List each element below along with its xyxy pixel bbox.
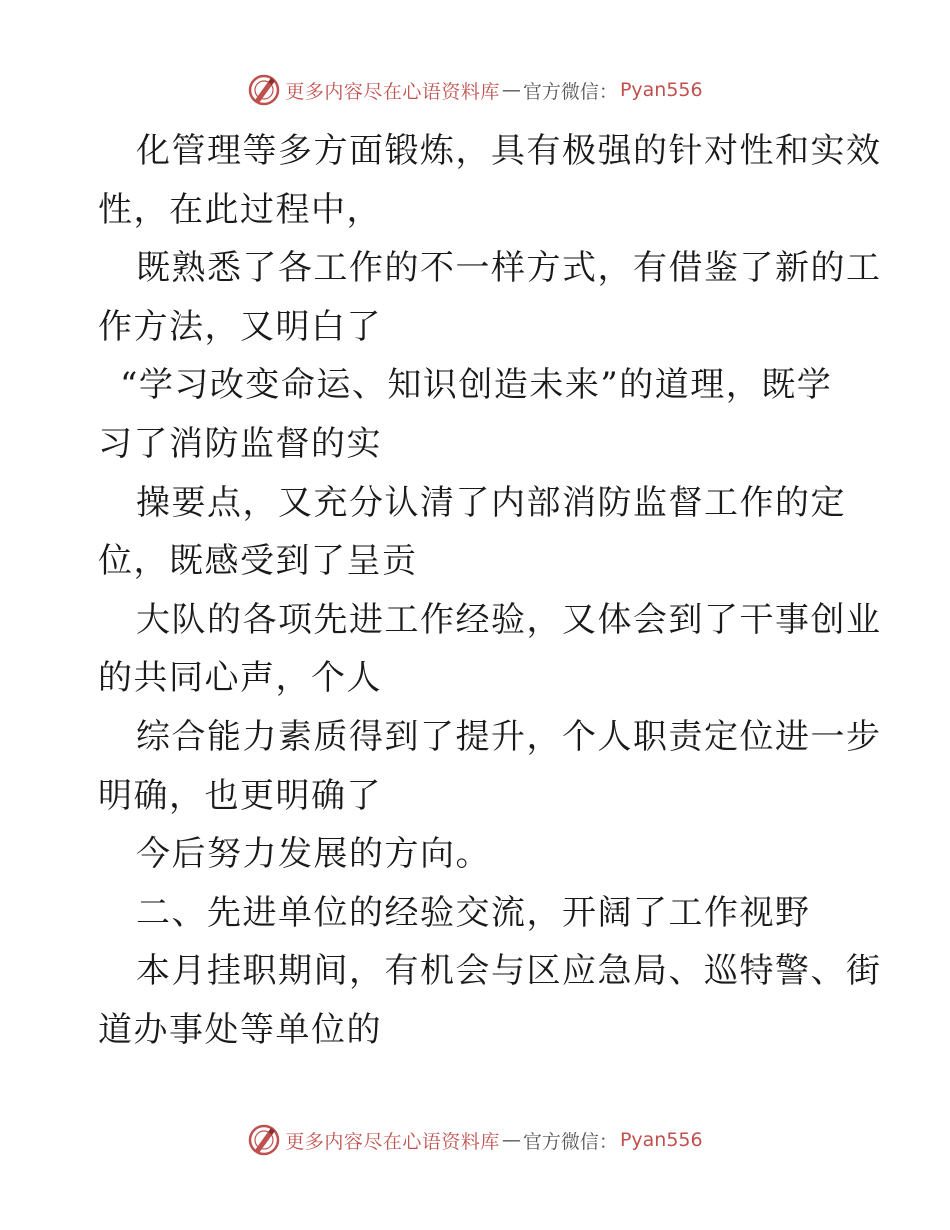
watermark-text: 更多内容尽在心语资料库	[285, 1130, 500, 1153]
text-line: 今后努力发展的方向。	[136, 834, 491, 875]
text-line: 大队的各项先进工作经验，又体会到了干事创业	[136, 599, 882, 640]
watermark-separator: —	[501, 1129, 521, 1151]
text-line: 既熟悉了各工作的不一样方式，有借鉴了新的工	[136, 248, 882, 289]
text-line: 操要点，又充分认清了内部消防监督工作的定	[136, 482, 846, 523]
text-line: 化管理等多方面锻炼，具有极强的针对性和实效	[136, 131, 882, 171]
watermark-separator: —	[501, 79, 521, 101]
header-watermark	[0, 70, 950, 110]
watermark-wechat-id: Pyan556	[619, 79, 703, 101]
text-line: “学习改变命运、知识创造未来”的道理，既学	[120, 365, 833, 406]
text-line: 明确，也更明确了	[98, 775, 382, 816]
text-line: 道办事处等单位的	[98, 1009, 382, 1050]
text-line: 本月挂职期间，有机会与区应急局、巡特警、街	[136, 951, 882, 992]
pen-logo-icon	[247, 73, 281, 107]
watermark-official-label: 官方微信：	[522, 80, 618, 103]
text-line: 二、先进单位的经验交流，开阔了工作视野	[136, 892, 811, 933]
footer-watermark	[0, 1120, 950, 1160]
text-line: 位，既感受到了呈贡	[98, 541, 418, 582]
document-body	[98, 122, 882, 1060]
pen-logo-icon	[247, 1123, 281, 1157]
watermark-text: 更多内容尽在心语资料库	[285, 80, 500, 103]
watermark-official-label: 官方微信：	[522, 1130, 618, 1153]
text-line: 习了消防监督的实	[98, 423, 382, 464]
text-line: 综合能力素质得到了提升，个人职责定位进一步	[136, 716, 882, 757]
text-line: 作方法，又明白了	[98, 306, 382, 347]
watermark-wechat-id: Pyan556	[619, 1129, 703, 1151]
text-line: 的共同心声，个人	[98, 658, 382, 699]
text-line: 性，在此过程中，	[98, 189, 382, 230]
